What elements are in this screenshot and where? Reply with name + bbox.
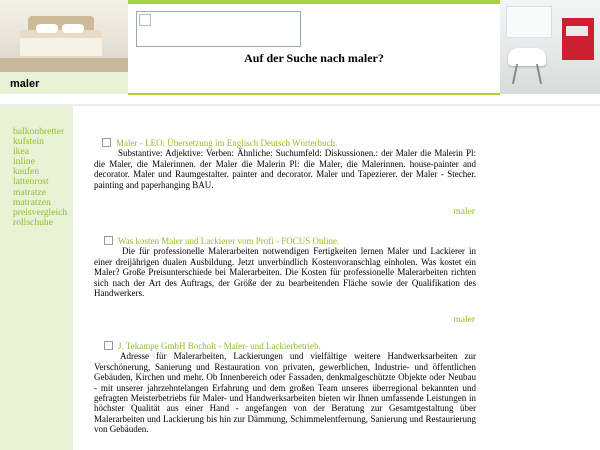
sidebar-link[interactable]: lattenrost (13, 176, 49, 188)
sidebar-link[interactable]: matratze (13, 186, 47, 198)
header-image-bedroom (0, 0, 128, 72)
result-snippet: Adresse für Malerarbeiten, Lackierungen und vielfältige weitere Handwerksarbeiten zur Verschönerung, Sanierung und Restauration von privaten, gewerblichen, Industrie- und öffentlichen Gebäuden, Kirchen und mehr. Ob Innenbereich oder Fassaden, denkmalgeschützte Objekte oder Neubau - mit unserer jahrzehntelangen Erfahrung und dem großen Team unseres überregional bekannten und gefragten Meisterbetriebs für Maler- und Handwerksarbeiten bieten wir Ihnen umfassende Leistungen in höchster Qualität aus einer Hand - angefangen von der Beratung zur Gesamtgestaltung über Malerarbeiten und Lackierung bis hin zur Dämmung, Schimmelentfernung, Sanierung und Restaurierung von Gebäuden. (94, 351, 476, 435)
sidebar-link[interactable]: inline (13, 156, 35, 168)
sidebar-link[interactable]: matratzen (13, 196, 51, 208)
separator (0, 104, 600, 106)
sidebar-links (13, 127, 67, 228)
result-keyword-link[interactable]: maler (453, 207, 475, 217)
sidebar-link[interactable]: rollschuhe (13, 216, 53, 228)
logo-image-placeholder (136, 11, 301, 47)
broken-image-icon (104, 341, 113, 350)
result-snippet: Substantive: Adjektive: Verben: Ähnliche: Suchumfeld: Diskussionen.: der Maler die Malerin Pl: die Maler, die Malerinnen. der Maler die Malerin Pl: die Maler, die Malerinnen. house-painter and decorator. Maler und Raumgestalter. painter and decorator. Maler und Tapezierer. der Maler - Stecher. painting and paperhanging BAU. (94, 148, 476, 190)
result-header (94, 236, 476, 246)
result-title-link[interactable]: J. Tekampe GmbH Bocholt - Maler- und Lackierbetrieb. (118, 341, 321, 351)
keyword-label: maler (10, 78, 40, 90)
broken-image-icon (102, 138, 111, 147)
page-headline: Auf der Suche nach maler? (244, 51, 384, 65)
result-header (94, 341, 476, 351)
sidebar-link[interactable]: ikea (13, 146, 29, 158)
result-title-link[interactable]: Maler - LEO: Übersetzung im Englisch Deutsch Wörterbuch. (116, 138, 338, 148)
header-accent-line (128, 0, 500, 4)
header-image-chair (500, 0, 600, 94)
search-result (94, 236, 476, 298)
result-snippet: Die für professionelle Malerarbeiten notwendigen Fertigkeiten lernen Maler und Lackierer in einer dreijährigen dualen Ausbildung. Jetzt unverbindlich Kostenvoranschlag einholen. Was kostet ein Maler? Große Preisunterschiede bei Malerarbeiten. Die Kosten für professionelle Malerarbeiten richten sich nach der Art des Auftrags, der Größe der zu bearbeitenden Fläche sowie der Qualifikation des Handwerkers. (94, 246, 476, 299)
keyword-bar-line (128, 93, 500, 95)
result-keyword-link[interactable]: maler (453, 315, 475, 325)
broken-image-icon (139, 14, 151, 26)
sidebar-link[interactable]: kufstein (13, 136, 44, 148)
result-title-link[interactable]: Was kosten Maler und Lackierer vom Profi - FOCUS Online. (118, 236, 340, 246)
sidebar (0, 106, 73, 450)
result-header (94, 138, 476, 148)
search-result (94, 341, 476, 435)
sidebar-link[interactable]: kaufen (13, 166, 40, 178)
search-result (94, 138, 476, 190)
broken-image-icon (104, 236, 113, 245)
sidebar-link[interactable]: preisvergleich (13, 206, 68, 218)
sidebar-link[interactable]: balkonbretter (13, 126, 65, 137)
